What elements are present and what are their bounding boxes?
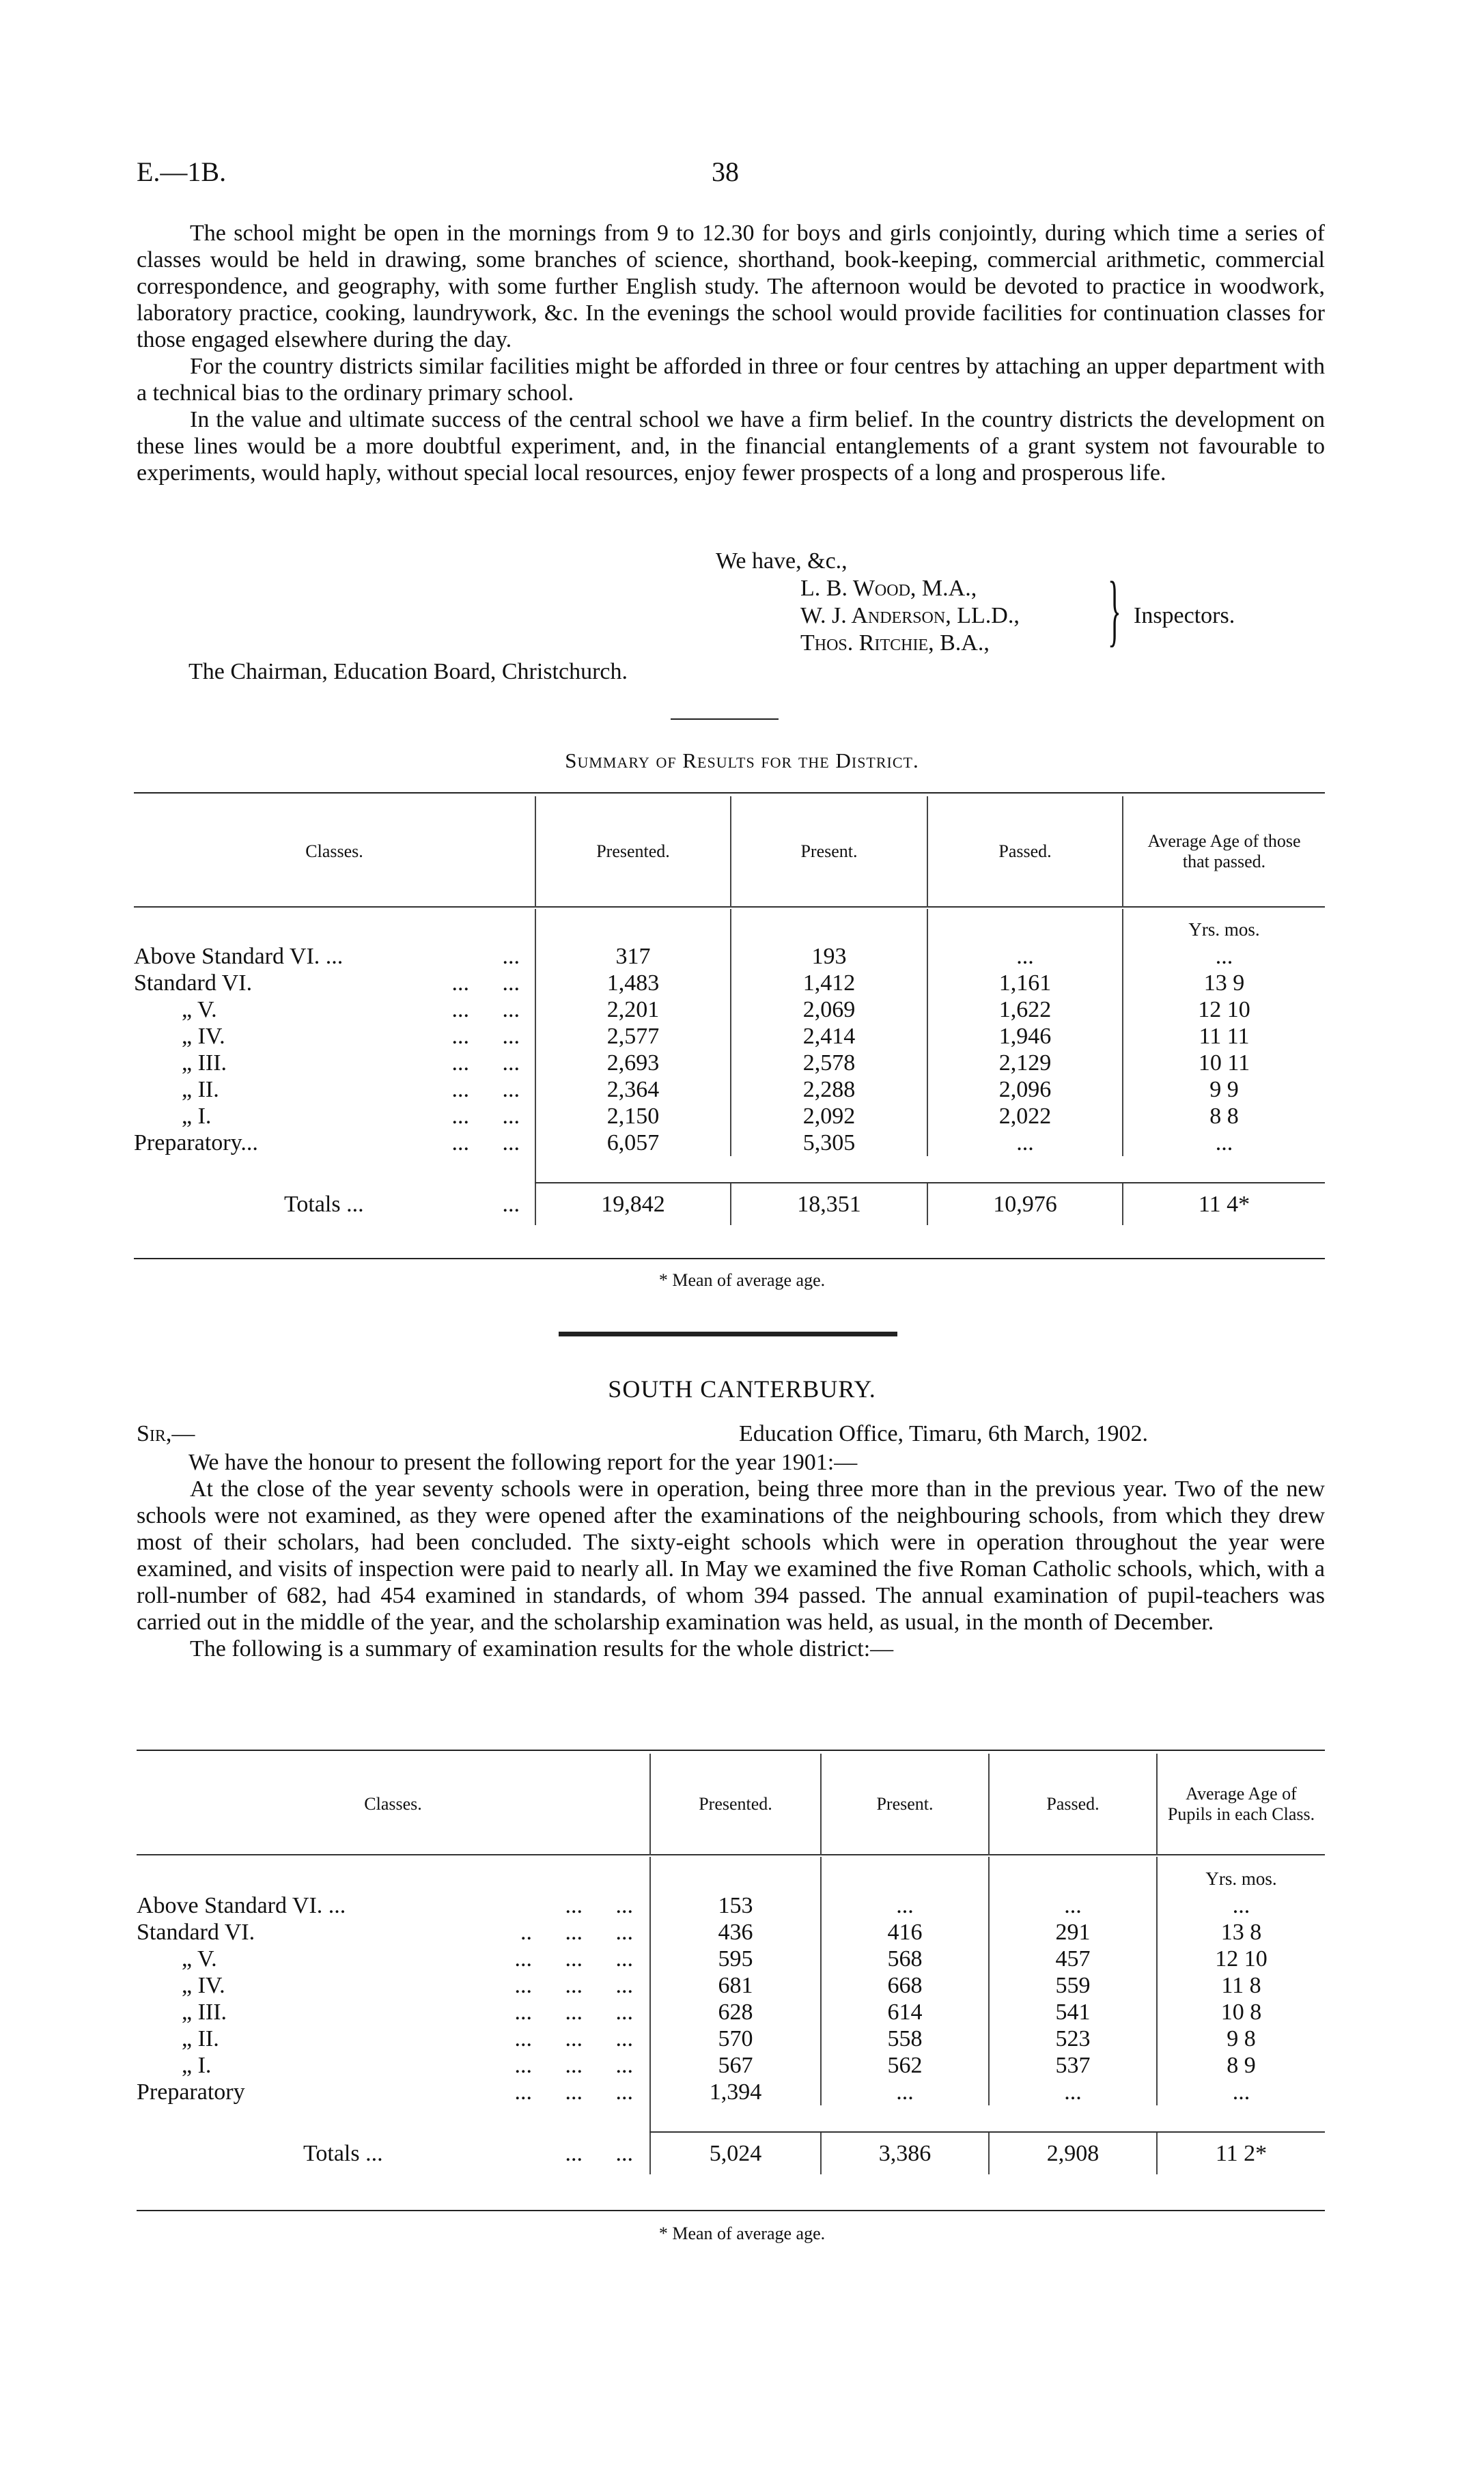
row-label: „ V. xyxy=(182,1946,217,1972)
cell-present: 2,414 xyxy=(731,1023,927,1050)
cell-passed: 291 xyxy=(989,1919,1157,1946)
cell-age: 13 9 xyxy=(1123,970,1325,996)
cell-presented: 153 xyxy=(650,1892,821,1919)
cell-age: 12 10 xyxy=(1157,1946,1325,1972)
cell-passed: 537 xyxy=(989,2052,1157,2079)
cell-present: 1,412 xyxy=(731,970,927,996)
cell-present: 2,069 xyxy=(731,996,927,1023)
cell-age: 11 2* xyxy=(1157,2132,1325,2174)
cell-passed: 2,129 xyxy=(927,1050,1123,1076)
cell-present: 3,386 xyxy=(821,2132,989,2174)
table-row xyxy=(134,1050,1325,1076)
row-label: Totals ... xyxy=(284,1191,364,1217)
table-rule xyxy=(134,1258,1325,1259)
col-header: Present. xyxy=(731,796,927,907)
cell-presented: 1,483 xyxy=(535,970,731,996)
totals-row xyxy=(134,1183,1325,1225)
table-row xyxy=(134,1103,1325,1130)
table-row xyxy=(137,1919,1325,1946)
cell-present: 18,351 xyxy=(731,1183,927,1225)
paragraph: The following is a summary of examination results for the whole district:— xyxy=(190,1636,894,1661)
salutation: Sir,— xyxy=(137,1421,195,1446)
table1-title: Summary of Results for the District. xyxy=(565,748,919,772)
cell-passed: 1,946 xyxy=(927,1023,1123,1050)
cell-presented: 628 xyxy=(650,1999,821,2025)
table-row xyxy=(134,943,1325,970)
table-row xyxy=(134,1130,1325,1156)
cell-passed: 559 xyxy=(989,1972,1157,1999)
section-title: SOUTH CANTERBURY. xyxy=(608,1375,876,1403)
cell-passed: ... xyxy=(989,2079,1157,2105)
cell-age: 11 11 xyxy=(1123,1023,1325,1050)
cell-present: 668 xyxy=(821,1972,989,1999)
cell-present: 2,092 xyxy=(731,1103,927,1130)
cell-passed: ... xyxy=(927,1130,1123,1156)
leader-dots: ... ... xyxy=(451,1050,520,1076)
row-label: „ I. xyxy=(182,2053,212,2078)
divider xyxy=(671,718,779,720)
table-rule xyxy=(137,1750,1325,1751)
cell-presented: 2,364 xyxy=(535,1076,731,1103)
leader-dots: ... ... xyxy=(451,1077,520,1102)
row-label: „ III. xyxy=(182,1050,227,1076)
paragraph: At the close of the year seventy schools were in operation, being three more than in the previous year. Two of the new schools were not examined, as they were opened after the examinations of the neighbouring schools, from which they drew most of their scholars, had been concluded. The sixty-eight schools which were in operation throughout the year were examined, and visits of inspection were paid to nearly all. In May we examined the five Roman Catholic schools, which, with a roll-number of 682, had 454 examined in standards, of whom 394 passed. The annual examination of pupil-teachers was carried out in the middle of the year, and the scholarship examination was held, as usual, in the month of December. xyxy=(137,1476,1325,1635)
table-row xyxy=(137,1972,1325,1999)
leader-dots: ... ... ... xyxy=(514,2079,633,2105)
cell-presented: 5,024 xyxy=(650,2132,821,2174)
body-text xyxy=(137,220,1325,486)
leader-dots: ... xyxy=(502,1191,520,1217)
cell-presented: 317 xyxy=(535,943,731,970)
row-label: Above Standard VI. ... xyxy=(137,1893,346,1918)
row-label: Preparatory... xyxy=(134,1130,258,1155)
units-label: Yrs. mos. xyxy=(1123,909,1325,943)
row-label: Standard VI. xyxy=(137,1920,255,1945)
col-header: Passed. xyxy=(927,796,1123,907)
table2 xyxy=(137,1754,1325,2174)
cell-age: ... xyxy=(1157,1892,1325,1919)
cell-present: 5,305 xyxy=(731,1130,927,1156)
cell-age: 10 8 xyxy=(1157,1999,1325,2025)
units-label: Yrs. mos. xyxy=(1157,1857,1325,1892)
row-label: „ III. xyxy=(182,2000,227,2025)
cell-present: 558 xyxy=(821,2025,989,2052)
cell-presented: 2,150 xyxy=(535,1103,731,1130)
col-header: Present. xyxy=(821,1754,989,1855)
cell-age: 12 10 xyxy=(1123,996,1325,1023)
cell-passed: 2,022 xyxy=(927,1103,1123,1130)
leader-dots: ... ... xyxy=(451,1024,520,1049)
cell-present: 416 xyxy=(821,1919,989,1946)
footnote: * Mean of average age. xyxy=(658,1270,826,1290)
col-header: Presented. xyxy=(650,1754,821,1855)
leader-dots: ... ... ... xyxy=(514,2026,633,2051)
cell-presented: 595 xyxy=(650,1946,821,1972)
col-header: Classes. xyxy=(305,841,363,861)
body-text-2 xyxy=(137,1449,1325,1662)
cell-present: 614 xyxy=(821,1999,989,2025)
row-label: „ II. xyxy=(182,2026,219,2051)
cell-passed: 541 xyxy=(989,1999,1157,2025)
leader-dots: ... ... ... xyxy=(514,2053,633,2078)
cell-passed: 457 xyxy=(989,1946,1157,1972)
table-row xyxy=(137,2079,1325,2105)
row-label: „ II. xyxy=(182,1077,219,1102)
table-row xyxy=(134,1023,1325,1050)
signatory-role: Inspectors. xyxy=(1134,603,1235,628)
col-header: Average Age of those that passed. xyxy=(1123,796,1325,907)
cell-presented: 681 xyxy=(650,1972,821,1999)
col-header: Presented. xyxy=(535,796,731,907)
cell-passed: 1,622 xyxy=(927,996,1123,1023)
table-row xyxy=(134,996,1325,1023)
col-header: Classes. xyxy=(364,1793,422,1814)
table-rule xyxy=(134,792,1325,794)
leader-dots: ... ... ... xyxy=(514,2000,633,2025)
table-rule xyxy=(137,2210,1325,2211)
cell-passed: ... xyxy=(989,1892,1157,1919)
totals-row xyxy=(137,2132,1325,2174)
paragraph: In the value and ultimate success of the central school we have a firm belief. In the country districts the development on these lines would be a more doubtful experiment, and, in the financial entanglements of a grant system not favourable to experiments, would haply, without special local resources, enjoy fewer prospects of a long and prosperous life. xyxy=(137,407,1325,486)
cell-presented: 2,693 xyxy=(535,1050,731,1076)
col-header: Average Age of Pupils in each Class. xyxy=(1157,1754,1325,1855)
cell-passed: 10,976 xyxy=(927,1183,1123,1225)
cell-presented: 2,201 xyxy=(535,996,731,1023)
addressee: The Chairman, Education Board, Christchurch. xyxy=(188,659,628,684)
cell-passed: 523 xyxy=(989,2025,1157,2052)
cell-present: ... xyxy=(821,2079,989,2105)
table-row xyxy=(137,1999,1325,2025)
cell-age: ... xyxy=(1157,2079,1325,2105)
leader-dots: ... ... ... xyxy=(514,1946,633,1972)
closing: We have, &c., xyxy=(716,548,848,574)
paragraph: The school might be open in the mornings from 9 to 12.30 for boys and girls conjointly, during which time a series of classes would be held in drawing, some branches of science, shorthand, book-keeping, commercial arithmetic, commercial correspondence, and geography, with some further English study. The afternoon would be devoted to practice in woodwork, laboratory practice, cooking, laundrywork, &c. In the evenings the school would provide facilities for continuation classes for those engaged elsewhere during the day. xyxy=(137,221,1325,352)
cell-age: 9 8 xyxy=(1157,2025,1325,2052)
cell-passed: 2,908 xyxy=(989,2132,1157,2174)
cell-age: 8 9 xyxy=(1157,2052,1325,2079)
cell-age: 11 4* xyxy=(1123,1183,1325,1225)
cell-age: 10 11 xyxy=(1123,1050,1325,1076)
table-row xyxy=(137,2052,1325,2079)
cell-passed: 1,161 xyxy=(927,970,1123,996)
cell-age: 8 8 xyxy=(1123,1103,1325,1130)
row-label: „ IV. xyxy=(182,1024,225,1049)
row-label: „ IV. xyxy=(182,1973,225,1998)
signatory-name: W. J. Anderson, LL.D., xyxy=(800,603,1020,628)
signatory-name: Thos. Ritchie, B.A., xyxy=(800,630,990,656)
leader-dots: ... ... xyxy=(565,2140,633,2166)
row-label: Preparatory xyxy=(137,2079,245,2105)
cell-presented: 567 xyxy=(650,2052,821,2079)
cell-present: 2,578 xyxy=(731,1050,927,1076)
leader-dots: ... ... ... xyxy=(514,1973,633,1998)
paragraph: For the country districts similar facilities might be afforded in three or four centres by attaching an upper department with a technical bias to the ordinary primary school. xyxy=(137,354,1325,406)
cell-presented: 2,577 xyxy=(535,1023,731,1050)
cell-presented: 436 xyxy=(650,1919,821,1946)
cell-presented: 570 xyxy=(650,2025,821,2052)
dateline: Education Office, Timaru, 6th March, 1902. xyxy=(739,1421,1149,1446)
cell-present: ... xyxy=(821,1892,989,1919)
table-row xyxy=(137,1946,1325,1972)
cell-age: ... xyxy=(1123,1130,1325,1156)
cell-age: 9 9 xyxy=(1123,1076,1325,1103)
footnote: * Mean of average age. xyxy=(658,2224,826,2243)
row-label: „ V. xyxy=(182,997,217,1022)
col-header: Passed. xyxy=(989,1754,1157,1855)
paragraph: We have the honour to present the following report for the year 1901:— xyxy=(188,1450,858,1475)
row-label: Totals ... xyxy=(303,2140,383,2166)
leader-dots: ... ... xyxy=(565,1893,633,1918)
row-label: „ I. xyxy=(182,1104,212,1129)
section-divider xyxy=(559,1332,897,1336)
page-header-code: E.—1B. xyxy=(137,156,227,187)
leader-dots: .. ... ... xyxy=(520,1920,633,1945)
table-row xyxy=(137,1892,1325,1919)
cell-presented: 6,057 xyxy=(535,1130,731,1156)
cell-passed: ... xyxy=(927,943,1123,970)
cell-presented: 19,842 xyxy=(535,1183,731,1225)
leader-dots: ... ... xyxy=(451,1130,520,1155)
table1 xyxy=(134,796,1325,1225)
leader-dots: ... ... xyxy=(451,1104,520,1129)
cell-present: 2,288 xyxy=(731,1076,927,1103)
page-number: 38 xyxy=(712,156,739,187)
row-label: Above Standard VI. ... xyxy=(134,944,344,969)
cell-age: 13 8 xyxy=(1157,1919,1325,1946)
table-row xyxy=(134,970,1325,996)
cell-age: ... xyxy=(1123,943,1325,970)
cell-present: 562 xyxy=(821,2052,989,2079)
row-label: Standard VI. xyxy=(134,970,253,996)
table-row xyxy=(137,2025,1325,2052)
cell-passed: 2,096 xyxy=(927,1076,1123,1103)
leader-dots: ... ... xyxy=(451,970,520,996)
cell-present: 568 xyxy=(821,1946,989,1972)
signatory-name: L. B. Wood, M.A., xyxy=(800,576,977,601)
leader-dots: ... ... xyxy=(451,997,520,1022)
leader-dots: ... xyxy=(502,944,520,969)
cell-present: 193 xyxy=(731,943,927,970)
brace: } xyxy=(1108,565,1121,654)
cell-presented: 1,394 xyxy=(650,2079,821,2105)
cell-age: 11 8 xyxy=(1157,1972,1325,1999)
table-row xyxy=(134,1076,1325,1103)
